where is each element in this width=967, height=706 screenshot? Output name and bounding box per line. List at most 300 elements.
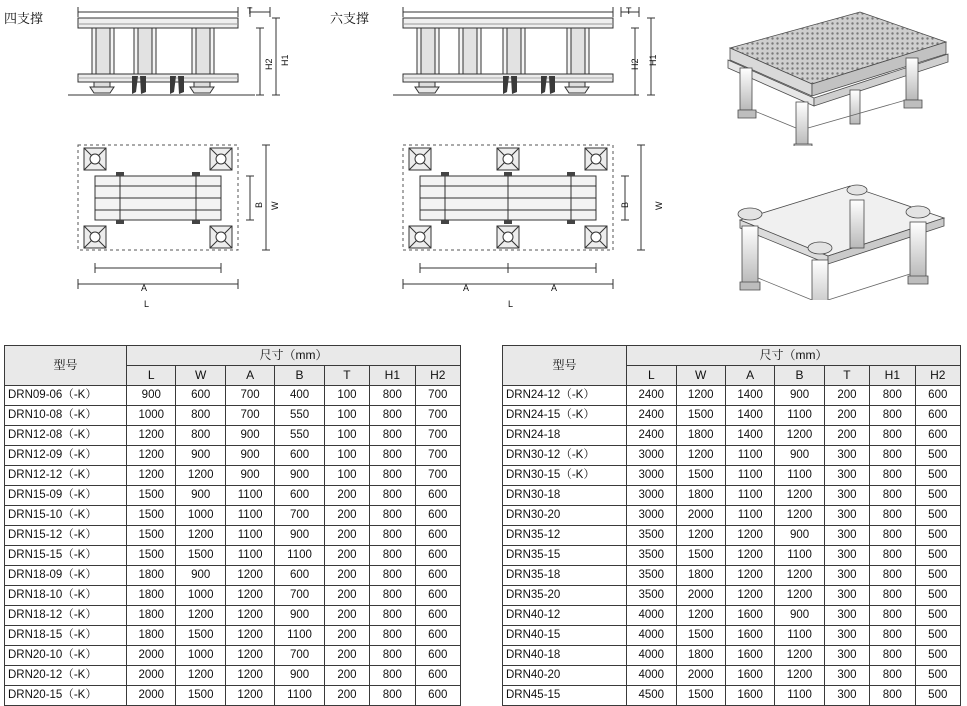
cell-value: 1200	[225, 566, 274, 586]
header-group-size: 尺寸（mm）	[127, 346, 461, 366]
cell-value: 900	[225, 466, 274, 486]
cell-value: 900	[176, 486, 225, 506]
dim-B-left: B	[254, 201, 264, 208]
cell-model: DRN35-20	[503, 586, 627, 606]
cell-value: 900	[176, 446, 225, 466]
cell-value: 1800	[127, 586, 176, 606]
cell-value: 900	[775, 606, 824, 626]
cell-value: 1500	[676, 686, 725, 706]
cell-value: 200	[824, 386, 869, 406]
cell-value: 200	[324, 606, 369, 626]
header-col-W: W	[676, 366, 725, 386]
cell-value: 100	[324, 426, 369, 446]
cell-model: DRN35-12	[503, 526, 627, 546]
cell-value: 1200	[127, 426, 176, 446]
table-row	[503, 666, 961, 686]
cell-value: 500	[915, 606, 960, 626]
cell-value: 400	[275, 386, 324, 406]
cell-value: 1500	[127, 546, 176, 566]
cell-value: 1600	[725, 686, 774, 706]
cell-value: 1200	[725, 566, 774, 586]
cell-value: 1200	[176, 666, 225, 686]
cell-value: 1100	[775, 546, 824, 566]
cell-value: 800	[370, 426, 415, 446]
table-row	[503, 426, 961, 446]
six-support-drawing	[385, 0, 695, 320]
cell-value: 3500	[627, 586, 676, 606]
table-row	[503, 406, 961, 426]
spec-table-left	[4, 345, 461, 706]
cell-value: 1100	[225, 526, 274, 546]
cell-value: 800	[870, 546, 915, 566]
technical-drawings	[0, 0, 967, 320]
cell-value: 1500	[127, 486, 176, 506]
table-row	[5, 686, 461, 706]
cell-model: DRN12-09（-K）	[5, 446, 127, 466]
cell-value: 1200	[176, 466, 225, 486]
dim-B-right: B	[620, 201, 630, 208]
cell-value: 1500	[676, 626, 725, 646]
cell-value: 1500	[176, 546, 225, 566]
header-col-H2: H2	[415, 366, 460, 386]
cell-value: 500	[915, 546, 960, 566]
cell-value: 1200	[775, 566, 824, 586]
cell-value: 1800	[676, 486, 725, 506]
cell-model: DRN18-09（-K）	[5, 566, 127, 586]
table-row	[503, 626, 961, 646]
cell-value: 300	[824, 466, 869, 486]
cell-value: 4000	[627, 646, 676, 666]
cell-value: 800	[370, 626, 415, 646]
cell-value: 800	[870, 506, 915, 526]
cell-model: DRN12-08（-K）	[5, 426, 127, 446]
dim-A-right-1: A	[463, 283, 470, 293]
cell-value: 300	[824, 666, 869, 686]
cell-value: 1100	[225, 486, 274, 506]
cell-value: 1200	[676, 526, 725, 546]
cell-value: 1200	[225, 686, 274, 706]
cell-value: 1800	[676, 646, 725, 666]
cell-model: DRN30-18	[503, 486, 627, 506]
dim-W-right: W	[654, 201, 664, 210]
cell-model: DRN15-15（-K）	[5, 546, 127, 566]
cell-value: 600	[415, 666, 460, 686]
cell-value: 1100	[775, 686, 824, 706]
cell-value: 200	[824, 406, 869, 426]
cell-value: 300	[824, 626, 869, 646]
cell-model: DRN24-18	[503, 426, 627, 446]
cell-value: 900	[176, 566, 225, 586]
table-header-row	[503, 346, 961, 366]
cell-value: 200	[324, 686, 369, 706]
cell-value: 800	[870, 666, 915, 686]
cell-value: 500	[915, 446, 960, 466]
cell-model: DRN09-06（-K）	[5, 386, 127, 406]
cell-value: 800	[370, 566, 415, 586]
cell-value: 1600	[725, 626, 774, 646]
cell-value: 1200	[176, 606, 225, 626]
cell-value: 1200	[775, 506, 824, 526]
table-row	[5, 446, 461, 466]
cell-model: DRN45-15	[503, 686, 627, 706]
cell-value: 3000	[627, 506, 676, 526]
cell-value: 600	[915, 386, 960, 406]
cell-value: 300	[824, 566, 869, 586]
table-row	[5, 666, 461, 686]
header-col-A: A	[225, 366, 274, 386]
cell-value: 700	[415, 466, 460, 486]
cell-value: 1100	[725, 486, 774, 506]
four-support-drawing	[60, 0, 360, 320]
cell-value: 200	[324, 486, 369, 506]
cell-value: 700	[275, 586, 324, 606]
cell-model: DRN30-15（-K）	[503, 466, 627, 486]
header-col-T: T	[824, 366, 869, 386]
cell-value: 500	[915, 486, 960, 506]
header-col-H1: H1	[870, 366, 915, 386]
cell-value: 700	[225, 386, 274, 406]
dim-T-left: T	[247, 6, 253, 16]
dim-H1-left: H1	[280, 54, 290, 66]
cell-value: 1500	[676, 546, 725, 566]
cell-model: DRN35-15	[503, 546, 627, 566]
cell-value: 900	[225, 446, 274, 466]
cell-value: 200	[324, 666, 369, 686]
cell-value: 1000	[176, 646, 225, 666]
cell-value: 4000	[627, 626, 676, 646]
cell-value: 100	[324, 446, 369, 466]
table-row	[503, 606, 961, 626]
cell-value: 600	[415, 646, 460, 666]
cell-value: 800	[870, 606, 915, 626]
cell-value: 700	[225, 406, 274, 426]
cell-value: 550	[275, 406, 324, 426]
cell-value: 200	[324, 506, 369, 526]
cell-value: 800	[870, 386, 915, 406]
dim-L-left: L	[144, 299, 150, 309]
cell-value: 1200	[725, 526, 774, 546]
cell-model: DRN10-08（-K）	[5, 406, 127, 426]
cell-value: 3000	[627, 486, 676, 506]
cell-model: DRN15-10（-K）	[5, 506, 127, 526]
cell-value: 100	[324, 386, 369, 406]
cell-value: 3000	[627, 446, 676, 466]
cell-value: 1200	[775, 486, 824, 506]
cell-value: 500	[915, 666, 960, 686]
cell-model: DRN40-12	[503, 606, 627, 626]
cell-value: 800	[370, 666, 415, 686]
cell-value: 1000	[176, 506, 225, 526]
cell-value: 1800	[676, 426, 725, 446]
cell-value: 600	[176, 386, 225, 406]
cell-value: 2000	[676, 666, 725, 686]
cell-value: 800	[176, 426, 225, 446]
table-row	[503, 506, 961, 526]
table-row	[5, 466, 461, 486]
cell-value: 300	[824, 506, 869, 526]
cell-value: 1200	[225, 586, 274, 606]
cell-value: 1500	[176, 686, 225, 706]
cell-value: 300	[824, 686, 869, 706]
cell-value: 600	[415, 566, 460, 586]
cell-value: 1800	[127, 566, 176, 586]
cell-value: 300	[824, 606, 869, 626]
cell-value: 200	[324, 646, 369, 666]
cell-value: 1100	[225, 546, 274, 566]
cell-value: 500	[915, 506, 960, 526]
cell-value: 700	[275, 646, 324, 666]
cell-value: 800	[870, 646, 915, 666]
header-col-B: B	[275, 366, 324, 386]
cell-value: 300	[824, 526, 869, 546]
cell-value: 200	[324, 526, 369, 546]
cell-value: 1100	[775, 406, 824, 426]
cell-value: 1400	[725, 386, 774, 406]
table-row	[5, 526, 461, 546]
cell-value: 2000	[127, 646, 176, 666]
cell-value: 800	[176, 406, 225, 426]
cell-value: 1100	[725, 466, 774, 486]
isometric-frame-view	[700, 160, 960, 300]
cell-value: 2400	[627, 426, 676, 446]
cell-value: 800	[870, 626, 915, 646]
cell-value: 1200	[775, 646, 824, 666]
cell-value: 800	[370, 546, 415, 566]
cell-value: 800	[370, 686, 415, 706]
header-col-H2: H2	[915, 366, 960, 386]
dim-H1-right: H1	[648, 54, 658, 66]
cell-value: 800	[370, 466, 415, 486]
cell-value: 800	[870, 526, 915, 546]
cell-value: 600	[415, 626, 460, 646]
cell-value: 900	[275, 466, 324, 486]
cell-value: 3500	[627, 566, 676, 586]
cell-value: 900	[775, 446, 824, 466]
cell-value: 300	[824, 646, 869, 666]
cell-value: 1200	[225, 606, 274, 626]
isometric-table-view	[700, 6, 960, 146]
cell-value: 500	[915, 626, 960, 646]
cell-model: DRN20-12（-K）	[5, 666, 127, 686]
table-row	[5, 426, 461, 446]
cell-value: 1200	[775, 666, 824, 686]
table-row	[503, 546, 961, 566]
table-row	[503, 646, 961, 666]
cell-value: 800	[370, 606, 415, 626]
cell-value: 700	[275, 506, 324, 526]
cell-value: 300	[824, 546, 869, 566]
cell-value: 1200	[676, 606, 725, 626]
cell-value: 2000	[127, 666, 176, 686]
cell-value: 800	[870, 686, 915, 706]
cell-value: 1200	[127, 446, 176, 466]
cell-value: 900	[225, 426, 274, 446]
cell-value: 1600	[725, 646, 774, 666]
cell-value: 600	[415, 606, 460, 626]
cell-value: 4000	[627, 666, 676, 686]
cell-model: DRN30-12（-K）	[503, 446, 627, 466]
cell-model: DRN15-12（-K）	[5, 526, 127, 546]
cell-value: 700	[415, 406, 460, 426]
dim-A-right-2: A	[551, 283, 558, 293]
cell-value: 600	[415, 546, 460, 566]
cell-value: 2000	[676, 506, 725, 526]
cell-value: 500	[915, 566, 960, 586]
table-row	[5, 406, 461, 426]
cell-value: 700	[415, 426, 460, 446]
dim-T-right: T	[626, 6, 632, 16]
cell-value: 800	[870, 426, 915, 446]
dim-H2-right: H2	[630, 58, 640, 70]
table-header-row	[5, 346, 461, 366]
cell-value: 1200	[127, 466, 176, 486]
cell-model: DRN24-15（-K）	[503, 406, 627, 426]
table-row	[503, 686, 961, 706]
cell-value: 800	[870, 466, 915, 486]
cell-model: DRN20-10（-K）	[5, 646, 127, 666]
table-row	[5, 626, 461, 646]
cell-value: 800	[870, 486, 915, 506]
cell-value: 600	[415, 506, 460, 526]
table-row	[5, 566, 461, 586]
cell-value: 900	[275, 526, 324, 546]
cell-value: 300	[824, 446, 869, 466]
cell-value: 900	[275, 606, 324, 626]
header-col-A: A	[725, 366, 774, 386]
cell-value: 1100	[275, 626, 324, 646]
cell-value: 100	[324, 466, 369, 486]
header-col-W: W	[176, 366, 225, 386]
cell-value: 200	[324, 546, 369, 566]
cell-value: 600	[275, 486, 324, 506]
table-row	[5, 586, 461, 606]
spec-table-right	[502, 345, 961, 706]
table-row	[503, 586, 961, 606]
cell-value: 600	[275, 446, 324, 466]
table-row	[503, 486, 961, 506]
cell-value: 600	[415, 526, 460, 546]
cell-model: DRN30-20	[503, 506, 627, 526]
cell-value: 4500	[627, 686, 676, 706]
cell-value: 1200	[775, 586, 824, 606]
table-row	[5, 386, 461, 406]
cell-value: 900	[127, 386, 176, 406]
cell-value: 4000	[627, 606, 676, 626]
cell-value: 1200	[225, 666, 274, 686]
dim-W-left: W	[270, 201, 280, 210]
cell-model: DRN20-15（-K）	[5, 686, 127, 706]
cell-value: 500	[915, 526, 960, 546]
cell-value: 500	[915, 586, 960, 606]
right-diagram-title: 六支撑	[330, 11, 370, 26]
cell-value: 900	[775, 386, 824, 406]
cell-value: 600	[915, 406, 960, 426]
cell-value: 1400	[725, 406, 774, 426]
cell-value: 3500	[627, 546, 676, 566]
cell-value: 800	[370, 506, 415, 526]
cell-value: 300	[824, 586, 869, 606]
cell-value: 1200	[225, 646, 274, 666]
cell-value: 1000	[127, 406, 176, 426]
table-row	[503, 466, 961, 486]
table-row	[5, 606, 461, 626]
cell-value: 3500	[627, 526, 676, 546]
table-row	[5, 646, 461, 666]
cell-value: 1100	[275, 686, 324, 706]
cell-value: 1100	[775, 626, 824, 646]
cell-value: 800	[370, 446, 415, 466]
cell-value: 800	[370, 486, 415, 506]
table-row	[503, 386, 961, 406]
left-diagram-title: 四支撑	[4, 11, 44, 26]
cell-model: DRN18-12（-K）	[5, 606, 127, 626]
cell-model: DRN18-15（-K）	[5, 626, 127, 646]
cell-value: 1100	[225, 506, 274, 526]
cell-value: 800	[870, 586, 915, 606]
cell-value: 200	[324, 566, 369, 586]
dim-A-left: A	[141, 283, 148, 293]
header-col-B: B	[775, 366, 824, 386]
cell-value: 800	[870, 446, 915, 466]
cell-model: DRN24-12（-K）	[503, 386, 627, 406]
cell-value: 600	[275, 566, 324, 586]
cell-value: 1800	[127, 606, 176, 626]
dim-L-right: L	[508, 299, 514, 309]
cell-model: DRN35-18	[503, 566, 627, 586]
cell-value: 1200	[676, 386, 725, 406]
cell-value: 2000	[676, 586, 725, 606]
cell-value: 1200	[225, 626, 274, 646]
cell-value: 700	[415, 446, 460, 466]
cell-value: 1200	[176, 526, 225, 546]
header-col-H1: H1	[370, 366, 415, 386]
cell-value: 1500	[676, 406, 725, 426]
cell-value: 800	[370, 646, 415, 666]
cell-value: 3000	[627, 466, 676, 486]
cell-value: 800	[370, 586, 415, 606]
cell-value: 1500	[176, 626, 225, 646]
cell-value: 500	[915, 686, 960, 706]
header-model: 型号	[503, 346, 627, 386]
cell-value: 800	[870, 566, 915, 586]
cell-value: 800	[370, 526, 415, 546]
cell-value: 1200	[676, 446, 725, 466]
header-col-L: L	[627, 366, 676, 386]
cell-value: 700	[415, 386, 460, 406]
table-row	[5, 506, 461, 526]
table-row	[5, 546, 461, 566]
cell-value: 1800	[127, 626, 176, 646]
cell-value: 1100	[275, 546, 324, 566]
cell-value: 1500	[127, 526, 176, 546]
cell-value: 1500	[127, 506, 176, 526]
cell-value: 1200	[725, 546, 774, 566]
cell-value: 900	[275, 666, 324, 686]
table-row	[503, 566, 961, 586]
cell-value: 800	[370, 386, 415, 406]
cell-value: 2400	[627, 406, 676, 426]
cell-value: 1500	[676, 466, 725, 486]
cell-model: DRN15-09（-K）	[5, 486, 127, 506]
cell-value: 1100	[725, 506, 774, 526]
cell-value: 1600	[725, 606, 774, 626]
cell-value: 2000	[127, 686, 176, 706]
cell-value: 500	[915, 646, 960, 666]
cell-value: 900	[775, 526, 824, 546]
cell-value: 200	[324, 586, 369, 606]
cell-value: 1100	[775, 466, 824, 486]
cell-value: 1200	[725, 586, 774, 606]
